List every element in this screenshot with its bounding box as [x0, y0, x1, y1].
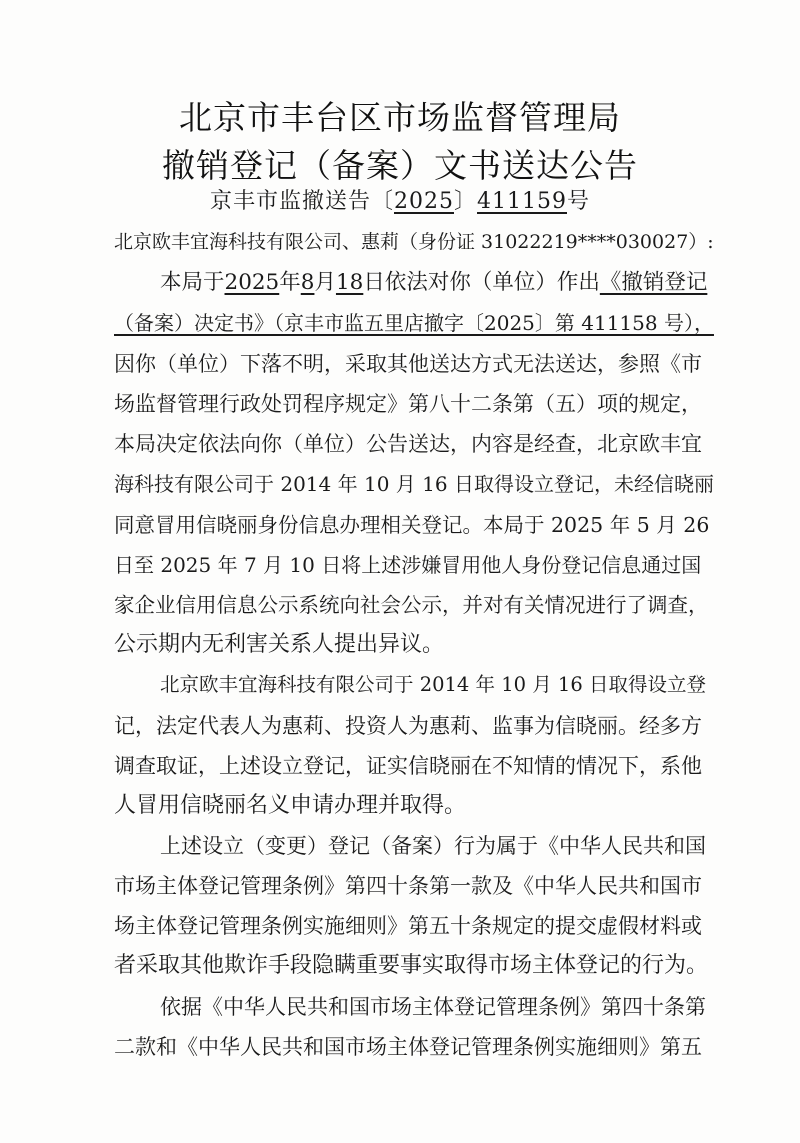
- text-span: 本局于: [160, 270, 225, 295]
- paragraph-3-line-2: 市场主体登记管理条例》第四十条第一款及《中华人民共和国市: [114, 874, 702, 898]
- text-span: 日依法对你（单位）作出: [363, 270, 600, 295]
- paragraph-2-line-2: 记，法定代表人为惠莉、投资人为惠莉、监事为信晓丽。经多方: [114, 714, 702, 738]
- doc-number-mid: 〕: [454, 189, 478, 214]
- decision-year: 2025: [224, 270, 280, 295]
- paragraph-1-line-8: 日至 2025 年 7 月 10 日将上述涉嫌冒用他人身份登记信息通过国: [114, 553, 702, 577]
- paragraph-1-line-9: 家企业信用信息公示系统向社会公示，并对有关情况进行了调查，: [114, 593, 709, 617]
- doc-number-prefix: 京丰市监撤送告〔: [209, 189, 394, 214]
- notice-title: 撤销登记（备案）文书送达公告: [162, 146, 638, 185]
- paragraph-3-line-1: 上述设立（变更）登记（备案）行为属于《中华人民共和国: [160, 834, 706, 858]
- paragraph-2-line-4: 人冒用信晓丽名义申请办理并取得。: [114, 793, 467, 818]
- doc-number-year: 2025: [394, 189, 454, 214]
- decision-document-number: （京丰市监五里店撤字〔2025〕第 411158 号），: [274, 311, 714, 335]
- paragraph-3-line-4: 者采取其他欺诈手段隐瞒重要事实取得市场主体登记的行为。: [114, 953, 709, 978]
- paragraph-1-line-2: [114, 303, 714, 343]
- paragraph-1-line-3: 因你（单位）下落不明，采取其他送达方式无法送达，参照《市: [114, 352, 702, 376]
- text-span: 年: [279, 270, 301, 295]
- paragraph-2-line-1: 北京欧丰宜海科技有限公司于 2014 年 10 月 16 日取得设立登: [160, 673, 706, 696]
- paragraph-3-line-3: 场主体登记管理条例实施细则》第五十条规定的提交虚假材料或: [114, 914, 702, 938]
- paragraph-1-line-7: 同意冒用信晓丽身份信息办理相关登记。本局于 2025 年 5 月 26: [114, 513, 710, 537]
- paragraph-1-line-6: 海科技有限公司于 2014 年 10 月 16 日取得设立登记，未经信晓丽: [114, 472, 714, 496]
- doc-number-suffix: 号: [567, 189, 591, 214]
- paragraph-1-line-4: 场监督管理行政处罚程序规定》第八十二条第（五）项的规定，: [114, 392, 702, 416]
- decision-document-title: 《撤销登记: [599, 270, 708, 295]
- decision-document-title-cont: （备案）决定书》: [114, 311, 274, 335]
- issuer-title: 北京市丰台区市场监督管理局: [179, 98, 621, 137]
- paragraph-4-line-1: 依据《中华人民共和国市场主体登记管理条例》第四十条第: [160, 995, 706, 1019]
- decision-month: 8: [300, 270, 315, 295]
- doc-number-serial: 411159: [477, 189, 567, 214]
- paragraph-4-line-2: 二款和《中华人民共和国市场主体登记管理条例实施细则》第五: [114, 1035, 702, 1059]
- paragraph-1-line-5: 本局决定依法向你（单位）公告送达，内容是经查，北京欧丰宜: [114, 432, 702, 456]
- paragraph-1-line-10: 公示期内无利害关系人提出异议。: [114, 632, 445, 657]
- decision-day: 18: [335, 270, 364, 295]
- text-span: 月: [314, 270, 336, 295]
- paragraph-1-line-1: [160, 263, 715, 303]
- paragraph-2-line-3: 调查取证，上述设立登记，证实信晓丽在不知情的情况下，系他: [114, 754, 702, 778]
- addressee-line: 北京欧丰宜海科技有限公司、惠莉（身份证 31022219****030027）:: [114, 231, 714, 253]
- document-number: [0, 184, 800, 215]
